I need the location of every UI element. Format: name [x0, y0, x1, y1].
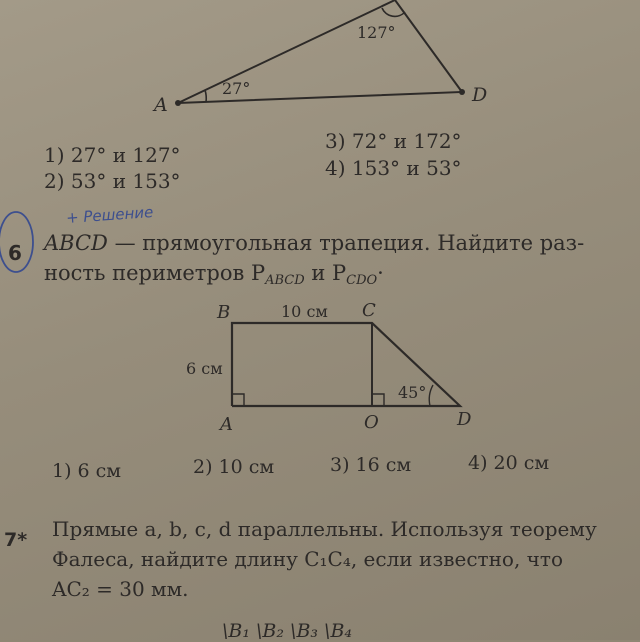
vertex-d-label: D: [472, 84, 488, 106]
perimeter-cdo-subscript: CDO: [346, 273, 378, 288]
vertex-a-label: A: [154, 94, 168, 116]
problem7-number: 7*: [4, 529, 28, 551]
problem6-answer-1: 1) 6 см: [52, 460, 122, 482]
problem6-answer-3: 3) 16 см: [330, 454, 412, 476]
problem6-answer-4: 4) 20 см: [468, 452, 550, 474]
problem6-number: 6: [8, 241, 22, 265]
right-angle-o: [372, 394, 384, 406]
answer-option-4: 4) 153° и 53°: [325, 156, 462, 180]
problem7-line3: AC₂ = 30 мм.: [52, 577, 189, 601]
side-bc-length: 10 см: [281, 302, 328, 321]
vertex-b-label: B: [217, 302, 231, 323]
vertex-a-label-trapezoid: A: [220, 414, 233, 435]
answer-option-3: 3) 72° и 172°: [325, 129, 462, 153]
problem6-line1-text: — прямоугольная трапеция. Найдите раз-: [107, 231, 585, 255]
problem6-line2-end: ·: [377, 261, 384, 285]
angle-d-label: 45°: [398, 383, 427, 402]
problem6-answer-2: 2) 10 см: [193, 456, 275, 478]
trapezoid-name: ABCD: [44, 231, 108, 255]
vertex-c-label: C: [362, 300, 376, 321]
perimeter-abcd-subscript: ABCD: [265, 273, 305, 288]
problem7-line2: Фалеса, найдите длину C₁C₄, если известно, что: [52, 547, 563, 571]
angle-d-arc: [429, 385, 433, 406]
problem7-figure-partial: \B₁ \B₂ \B₃ \B₄: [222, 620, 353, 642]
side-ab-length: 6 см: [186, 359, 223, 378]
vertex-d-label-trapezoid: D: [457, 409, 472, 430]
right-angle-a: [232, 394, 244, 406]
point-o-label: O: [364, 412, 379, 433]
answer-option-1: 1) 27° и 127°: [44, 143, 181, 167]
angle-top-label: 127°: [357, 23, 396, 42]
problem7-line1: Прямые a, b, c, d параллельны. Используя теорему: [52, 517, 597, 541]
handwritten-note: + Решение: [65, 202, 154, 228]
angle-a-label: 27°: [222, 79, 251, 98]
problem6-line2-and: и P: [304, 261, 347, 285]
answer-option-2: 2) 53° и 153°: [44, 169, 181, 193]
problem6-line2-text: ность периметров P: [44, 261, 266, 285]
